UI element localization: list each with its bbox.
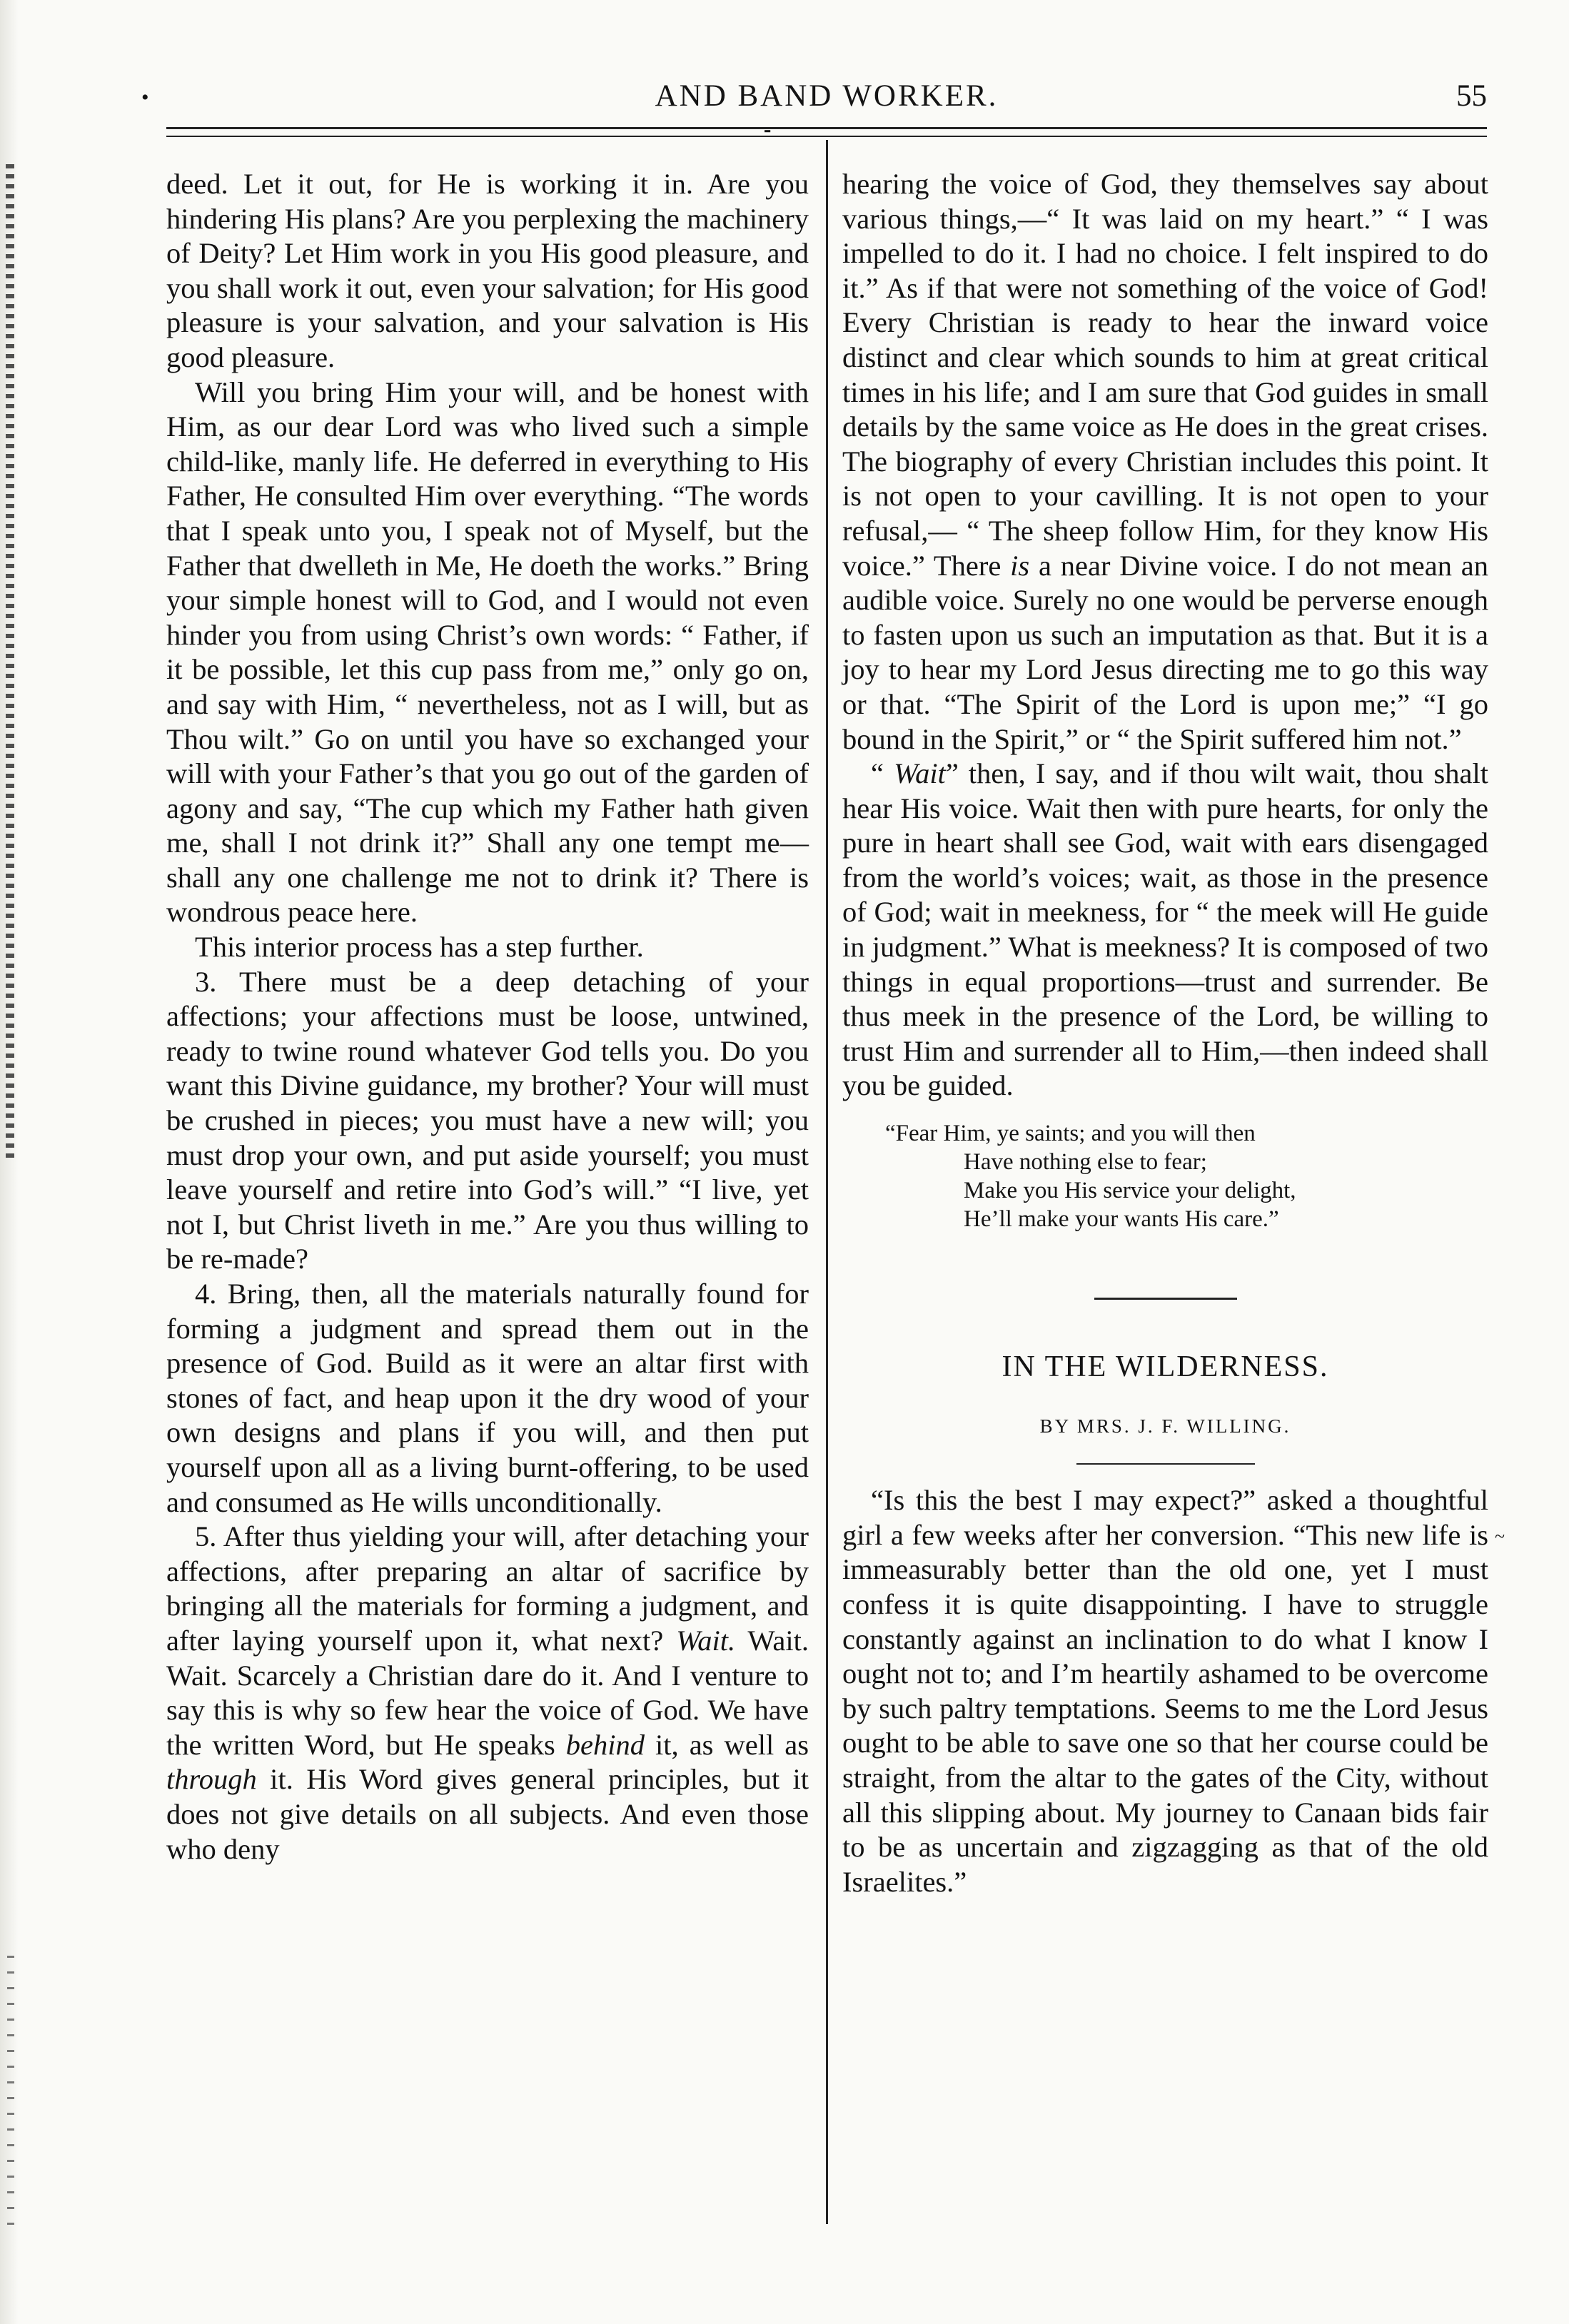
column-separator [826,140,828,2224]
verse-line: Have nothing else to fear; [964,1149,1207,1176]
paragraph: deed. Let it out, for He is working it in. Are you hindering His plans? Are you perplexing the machinery of Deity? Let Him work in you His good pleasure, and you shall work it out, even your salvation; for His good pleasure is your salvation, and your salvation is His good pleasure. [166,168,809,373]
article-title: IN THE WILDERNESS. [1002,1350,1329,1384]
verse-line: “Fear Him, ye saints; and you will then [885,1121,1256,1147]
text-run: it. His Word gives general principles, but it does not give details on all subjects. And even those who deny [166,1763,809,1865]
paragraph: 3. There must be a deep detaching of your affections; your affections must be loose, untwined, ready to twine round whatever God tells you. Do you want this Divine guidance, my brother? Your will must be crushed in pieces; you must have a new will; you must drop your own, and put aside yourself; you must leave yourself and retire into God’s will.” “I live, yet not I, but Christ liveth in me.” Are you thus willing to be re-made? [166,965,809,1275]
binding-edge [0,0,19,2324]
running-title: AND BAND WORKER. [655,79,999,113]
right-column [842,167,1488,1899]
italic-text: through [166,1763,257,1796]
verse-quote [842,1119,1488,1233]
paragraph: Will you bring Him your will, and be honest with Him, as our dear Lord was who lived such a simple child-like, manly life. He deferred in everything to His Father, He consulted Him over everything. “The words that I speak unto you, I speak not of Myself, but the Father that dwelleth in Me, He doeth the works.” Bring your simple honest will to God, and I would not even hinder you from using Christ’s own words: “ Father, if it be possible, let this cup pass from me,” only go on, and say with Him, “ nevertheless, not as I will, but as Thou wilt.” Go on until you have so exchanged your will with your Father’s that you go out of the garden of agony and say, “The cup which my Father hath given me, shall I not drink it?” Shall any one tempt me—shall any one challenge me not to drink it? There is wondrous peace here. [166,375,809,929]
verse-line: Make you His service your delight, [964,1178,1296,1204]
paragraph: 4. Bring, then, all the materials naturally found for forming a judgment and spread them out in the presence of God. Build as it were an altar first with stones of fact, and heap upon it the dry wood of your own designs and plans if you will, and then put yourself upon all as a living burnt-offering, to be used and consumed as He wills unconditionally. [166,1278,809,1518]
rule-ornament: ⁃ [762,121,772,143]
paragraph: This interior process has a step further. [195,931,644,964]
left-column [166,167,809,1866]
header-rule [166,127,1487,129]
italic-text: Wait. [676,1624,736,1657]
text-run: ” then, I say, and if thou wilt wait, thou shalt hear His voice. Wait then with pure hearts, for only the pure in heart shall see God, wait with ears disengaged from the world’s voices; wait, as those in the presence of God; wait in meekness, for “ the meek will He guide in judgment.” What is meekness? It is composed of two things in equal proportions—trust and surrender. Be thus meek in the presence of the Lord, be willing to trust Him and surrender all to Him,—then indeed shall you be guided. [842,757,1488,1102]
margin-dot: • [141,86,149,109]
paragraph [842,167,1488,757]
text-run: hearing the voice of God, they themselves say about various things,—“ It was laid on my heart.” “ I was impelled to do it. I had no choice. I felt inspired to do it.” As if that were not something of the voice of God! Every Christian is ready to hear the inward voice distinct and clear which sounds to him at great critical times in his life; and I am sure that God guides in small details by the same voice as He does in the great crises. The biography of every Christian includes this point. It is not open to your cavilling. It is not open to your refusal,— “ The sheep follow Him, for they know His voice.” There [842,168,1488,582]
paragraph [166,1520,809,1866]
paragraph [842,757,1488,1103]
binding-stitch [6,164,14,1163]
paragraph: “Is this the best I may expect?” asked a thoughtful girl a few weeks after her conversion. “This new life is immeasurably better than the old one, yet I must confess it is quite disappointing. I have to struggle constantly against an inclination to do what I know I ought not to; and I’m heartily ashamed to be overcome by such paltry temptations. Seems to me the Lord Jesus ought to be able to save one so that her course could be straight, from the altar to the gates of the City, without all this slipping about. My journey to Canaan bids fair to be as uncertain and zigzagging as that of the old Israelites.” [842,1484,1488,1898]
text-run: Wait. Wait. Scarcely a Christian dare do it. And I venture to say this is why so few hear the voice of God. We have the written Word, but He speaks [166,1624,809,1761]
binding-marks [7,1956,14,2227]
italic-text: behind [565,1728,645,1761]
text-run: it, as well as [645,1728,809,1761]
article-byline: BY MRS. J. F. WILLING. [1039,1415,1291,1437]
running-header [166,79,1487,121]
byline-divider [1076,1463,1255,1465]
text-run: 5. After thus yielding your will, after detaching your affections, after preparing an altar of sacrifice by bringing all the materials for forming a judgment, and after laying yourself upon it, what next? [166,1520,809,1657]
text-run: a near Divine voice. I do not mean an audible voice. Surely no one would be perverse enough to fasten upon us such an imputation as that. But it is a joy to hear my Lord Jesus directing me to go this way or that. “The Spirit of the Lord is upon me;” “I go bound in the Spirit,” or “ the Spirit suffered him not.” [842,549,1488,755]
italic-text: is [1010,549,1030,582]
italic-text: Wait [894,757,946,790]
header-rule-thin [166,136,1487,137]
margin-mark: ~ [1495,1526,1505,1547]
page-number: 55 [1456,79,1487,113]
text-run: “ [871,757,894,790]
verse-line: He’ll make your wants His care.” [964,1206,1279,1233]
section-divider [1094,1298,1237,1300]
